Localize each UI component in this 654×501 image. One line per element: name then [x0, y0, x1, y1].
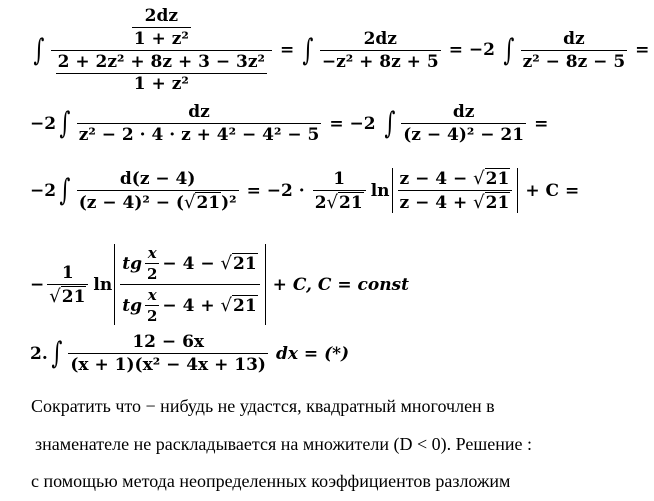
integral-tail: dx = (*): [275, 343, 350, 364]
equals-sign: =: [635, 40, 650, 60]
complex-fraction: [51, 6, 272, 94]
fraction-numerator: z − 4 − √ 21: [399, 168, 510, 189]
constant-tail: + C, C = const: [272, 274, 409, 295]
abs-fraction: [398, 168, 513, 213]
fraction-numerator: dz: [188, 102, 210, 122]
paragraph-line-1: Сократить что − нибудь не удастся, квадратный многочлен в: [31, 396, 495, 416]
item-number: 2.: [30, 343, 48, 364]
formula-line-3: [30, 168, 654, 213]
fraction-denominator: −z² + 8z + 5: [321, 51, 439, 72]
fraction: [313, 169, 366, 213]
fraction-numerator: tg $\frac{x}{2}$ − 4 − √ 21: [122, 244, 257, 283]
abs-bar-right: [265, 244, 266, 325]
integral-sign: ∫: [302, 32, 314, 68]
paragraph-line-3: с помощью метода неопределенных коэффициентов разложим: [31, 471, 511, 491]
fraction-denominator: 2 √ 21: [313, 190, 366, 213]
constant-tail: + C =: [525, 180, 580, 201]
equals-sign: = −2: [329, 113, 376, 134]
fraction-denominator: z − 4 + √ 21: [398, 190, 513, 213]
fraction: [68, 332, 268, 375]
abs-bar-left: [114, 244, 115, 325]
fraction: [521, 29, 628, 72]
fraction-denominator: (x + 1)(x² − 4x + 13): [70, 355, 266, 375]
fraction-numerator: 2dz: [363, 28, 397, 49]
ln-function: ln: [370, 180, 390, 201]
integral-sign: ∫: [383, 106, 395, 141]
minus-sign: −: [30, 274, 45, 295]
fraction-denominator: tg $\frac{x}{2}$ − 4 + √ 21: [120, 284, 259, 325]
equals-sign: = −2 ·: [246, 180, 305, 201]
formula-line-2: [30, 102, 654, 145]
fraction-denominator: z² − 2 · 4 · z + 4² − 4² − 5: [78, 125, 320, 145]
fraction-denominator: [47, 284, 88, 307]
square-root: √ 21: [473, 192, 510, 213]
fraction-numerator: d(z − 4): [119, 168, 196, 189]
equals-sign: = −2: [448, 40, 495, 60]
square-root: √ 21: [183, 191, 221, 213]
abs-bar-left: [392, 168, 393, 213]
integral-sign: ∫: [59, 106, 71, 141]
coefficient: −2: [30, 113, 57, 134]
fraction-numerator: 2 + 2z² + 8z + 3 − 3z²: [57, 52, 265, 72]
integral-sign: ∫: [33, 32, 45, 68]
equals-sign: =: [279, 40, 295, 60]
square-root: √ 21: [49, 285, 86, 307]
formula-line-5: [30, 332, 654, 375]
integral-sign: ∫: [51, 336, 63, 371]
fraction-numerator: dz: [563, 28, 585, 49]
fraction: [77, 169, 239, 213]
coefficient: −2: [30, 180, 57, 201]
paragraph-line-2: знаменателе не раскладывается на множители (D < 0). Решение :: [35, 434, 533, 454]
formula-line-1: [30, 6, 654, 94]
square-root: √ 21: [220, 295, 257, 316]
fraction-numerator: 1: [333, 168, 346, 189]
inner-fraction-bottom: [56, 52, 267, 94]
fraction: [401, 102, 526, 145]
fraction-denominator: (z − 4)² − ( √ 21 )²: [78, 191, 237, 213]
ln-function: ln: [93, 274, 113, 295]
fraction-numerator: 2dz: [144, 6, 178, 26]
abs-fraction: [120, 244, 259, 325]
fraction: [47, 263, 88, 307]
fraction-denominator: (z − 4)² − 21: [403, 125, 525, 145]
fraction-denominator: 1 + z²: [133, 29, 189, 49]
square-root: √ 21: [473, 168, 510, 189]
square-root: √ 21: [220, 253, 257, 274]
fraction-numerator: 12 − 6x: [132, 332, 205, 352]
fraction: [320, 29, 441, 72]
fraction-denominator: 1 + z²: [133, 74, 189, 94]
integral-sign: ∫: [503, 32, 515, 68]
square-root: √ 21: [326, 191, 363, 213]
abs-bar-right: [517, 168, 518, 213]
equals-sign: =: [534, 113, 549, 134]
fraction: [77, 102, 322, 145]
fraction-numerator: dz: [452, 102, 475, 122]
formula-line-4: [30, 244, 654, 325]
integral-sign: ∫: [59, 173, 71, 208]
fraction-denominator: z² − 8z − 5: [522, 51, 626, 72]
inner-fraction-top: [132, 6, 191, 49]
fraction-numerator: 1: [61, 262, 74, 283]
